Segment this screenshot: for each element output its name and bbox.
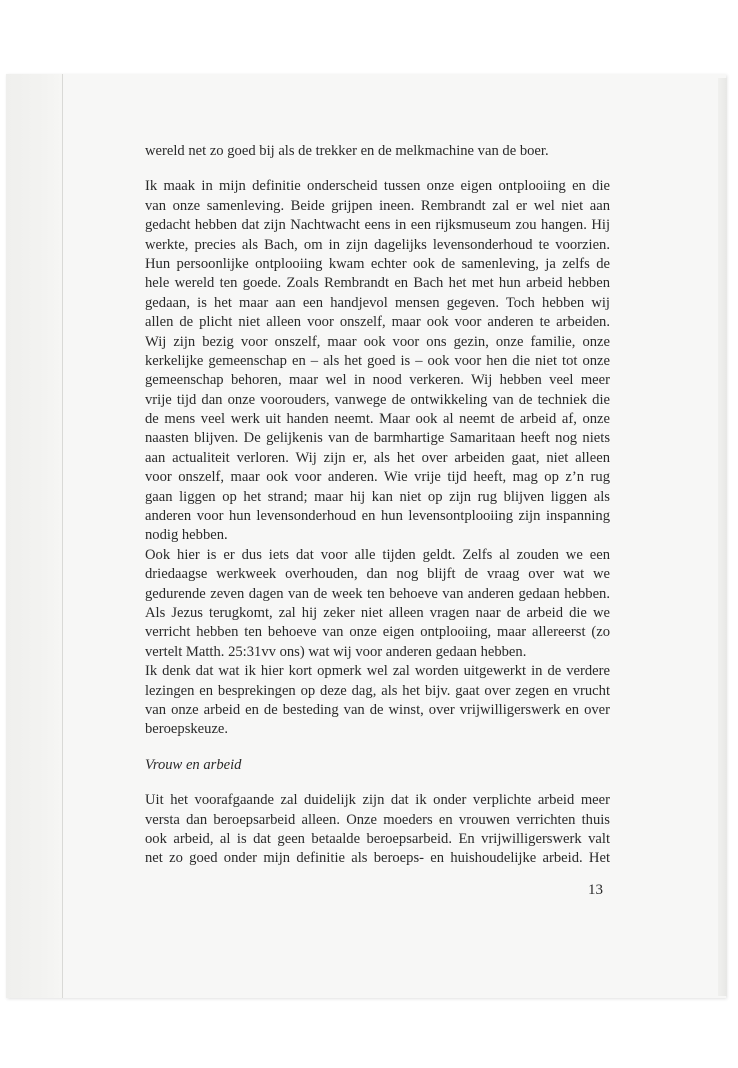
text-line: Ook hier is er dus iets dat voor alle tijden geldt. Zelfs al zouden we een	[145, 546, 610, 563]
paragraph-gap	[145, 740, 610, 756]
text-line: Als Jezus terugkomt, zal hij zeker niet alleen vragen naar de arbeid die we	[145, 604, 610, 621]
text-line: gaan liggen op het strand; maar hij kan niet op zijn rug blijven liggen als	[145, 488, 610, 505]
book-binding-gutter	[6, 74, 63, 998]
text-line: gedacht hebben dat zijn Nachtwacht eens in een rijksmuseum zou hangen. Hij	[145, 217, 610, 234]
page-edge	[718, 78, 727, 996]
text-line: gedaan, is het maar aan een handjevol mensen gegeven. Toch hebben wij	[145, 294, 610, 311]
text-line: van onze arbeid en de besteding van de winst, over vrijwilligerswerk en over	[145, 701, 610, 718]
text-line: werkte, precies als Bach, om in zijn dagelijks levensonderhoud te voorzien.	[145, 236, 610, 253]
text-line: versta dan beroepsarbeid alleen. Onze moeders en vrouwen verrichten thuis	[145, 811, 610, 828]
text-line: beroepskeuze.	[145, 721, 229, 738]
text-line: kerkelijke gemeenschap en – als het goed is – ook voor hen die niet tot onze	[145, 352, 610, 369]
paragraph-gap	[145, 161, 610, 177]
text-line: hele wereld ten goede. Zoals Rembrandt en Bach het met hun arbeid hebben	[145, 275, 610, 292]
paragraph-1	[145, 142, 610, 161]
paragraph-2	[145, 177, 610, 545]
text-line: anderen voor hun levensonderhoud en hun levensontplooiing zijn inspanning	[145, 508, 610, 525]
text-line: net zo goed onder mijn definitie als beroeps- en huishoudelijke arbeid. Het	[145, 850, 610, 867]
text-line: Ik maak in mijn definitie onderscheid tussen onze eigen ontplooiing en die	[145, 178, 610, 195]
text-line: de mens veel werk uit handen neemt. Maar ook al neemt de arbeid af, onze	[145, 411, 610, 428]
text-line: vertelt Matth. 25:31vv ons) wat wij voor anderen gedaan hebben.	[145, 643, 527, 660]
text-line: gemeenschap behoren, maar wel in nood verkeren. Wij hebben veel meer	[145, 372, 610, 389]
text-line: gedurende zeven dagen van de week ten behoeve van anderen gedaan hebben.	[145, 585, 610, 602]
text-line: driedaagse werkweek overhouden, dan nog blijft de vraag over wat we	[145, 566, 610, 583]
text-line: naasten blijven. De gelijkenis van de barmhartige Samaritaan heeft nog niets	[145, 430, 610, 447]
text-line: Uit het voorafgaande zal duidelijk zijn dat ik onder verplichte arbeid meer	[145, 792, 610, 809]
paragraph-gap	[145, 775, 610, 791]
text-line: ook arbeid, al is dat geen betaalde beroepsarbeid. En vrijwilligerswerk valt	[145, 830, 610, 847]
section-heading: Vrouw en arbeid	[145, 756, 242, 773]
paragraph-5	[145, 791, 610, 869]
text-line: van onze samenleving. Beide grijpen ineen. Rembrandt zal er wel niet aan	[145, 197, 610, 214]
page-number: 13	[588, 882, 603, 898]
text-line: wereld net zo goed bij als de trekker en de melkmachine van de boer.	[145, 143, 549, 159]
body-text	[145, 142, 610, 869]
text-line: aan actualiteit verloren. Wij zijn er, als het over arbeiden gaat, niet alleen	[145, 449, 610, 466]
text-line: Ik denk dat wat ik hier kort opmerk wel zal worden uitgewerkt in de verdere	[145, 663, 610, 680]
text-line: verricht hebben ten behoeve van onze eigen ontplooiing, maar allereerst (zo	[145, 624, 610, 641]
text-line: lezingen en besprekingen op deze dag, als het bijv. gaat over zegen en vrucht	[145, 682, 610, 699]
text-line: allen de plicht niet alleen voor onszelf, maar ook voor anderen te arbeiden.	[145, 314, 610, 331]
text-line: vrije tijd dan onze voorouders, vanwege de ontwikkeling van de techniek die	[145, 391, 610, 408]
text-line: Wij zijn bezig voor onszelf, maar ook voor ons gezin, onze familie, onze	[145, 333, 610, 350]
text-line: nodig hebben.	[145, 527, 228, 544]
text-line: voor onszelf, maar ook voor anderen. Wie vrije tijd heeft, mag op z’n rug	[145, 469, 610, 486]
text-line: Hun persoonlijke ontplooiing kwam echter ook de samenleving, ja zelfs de	[145, 255, 610, 272]
paragraph-4	[145, 662, 610, 740]
paragraph-3	[145, 546, 610, 662]
